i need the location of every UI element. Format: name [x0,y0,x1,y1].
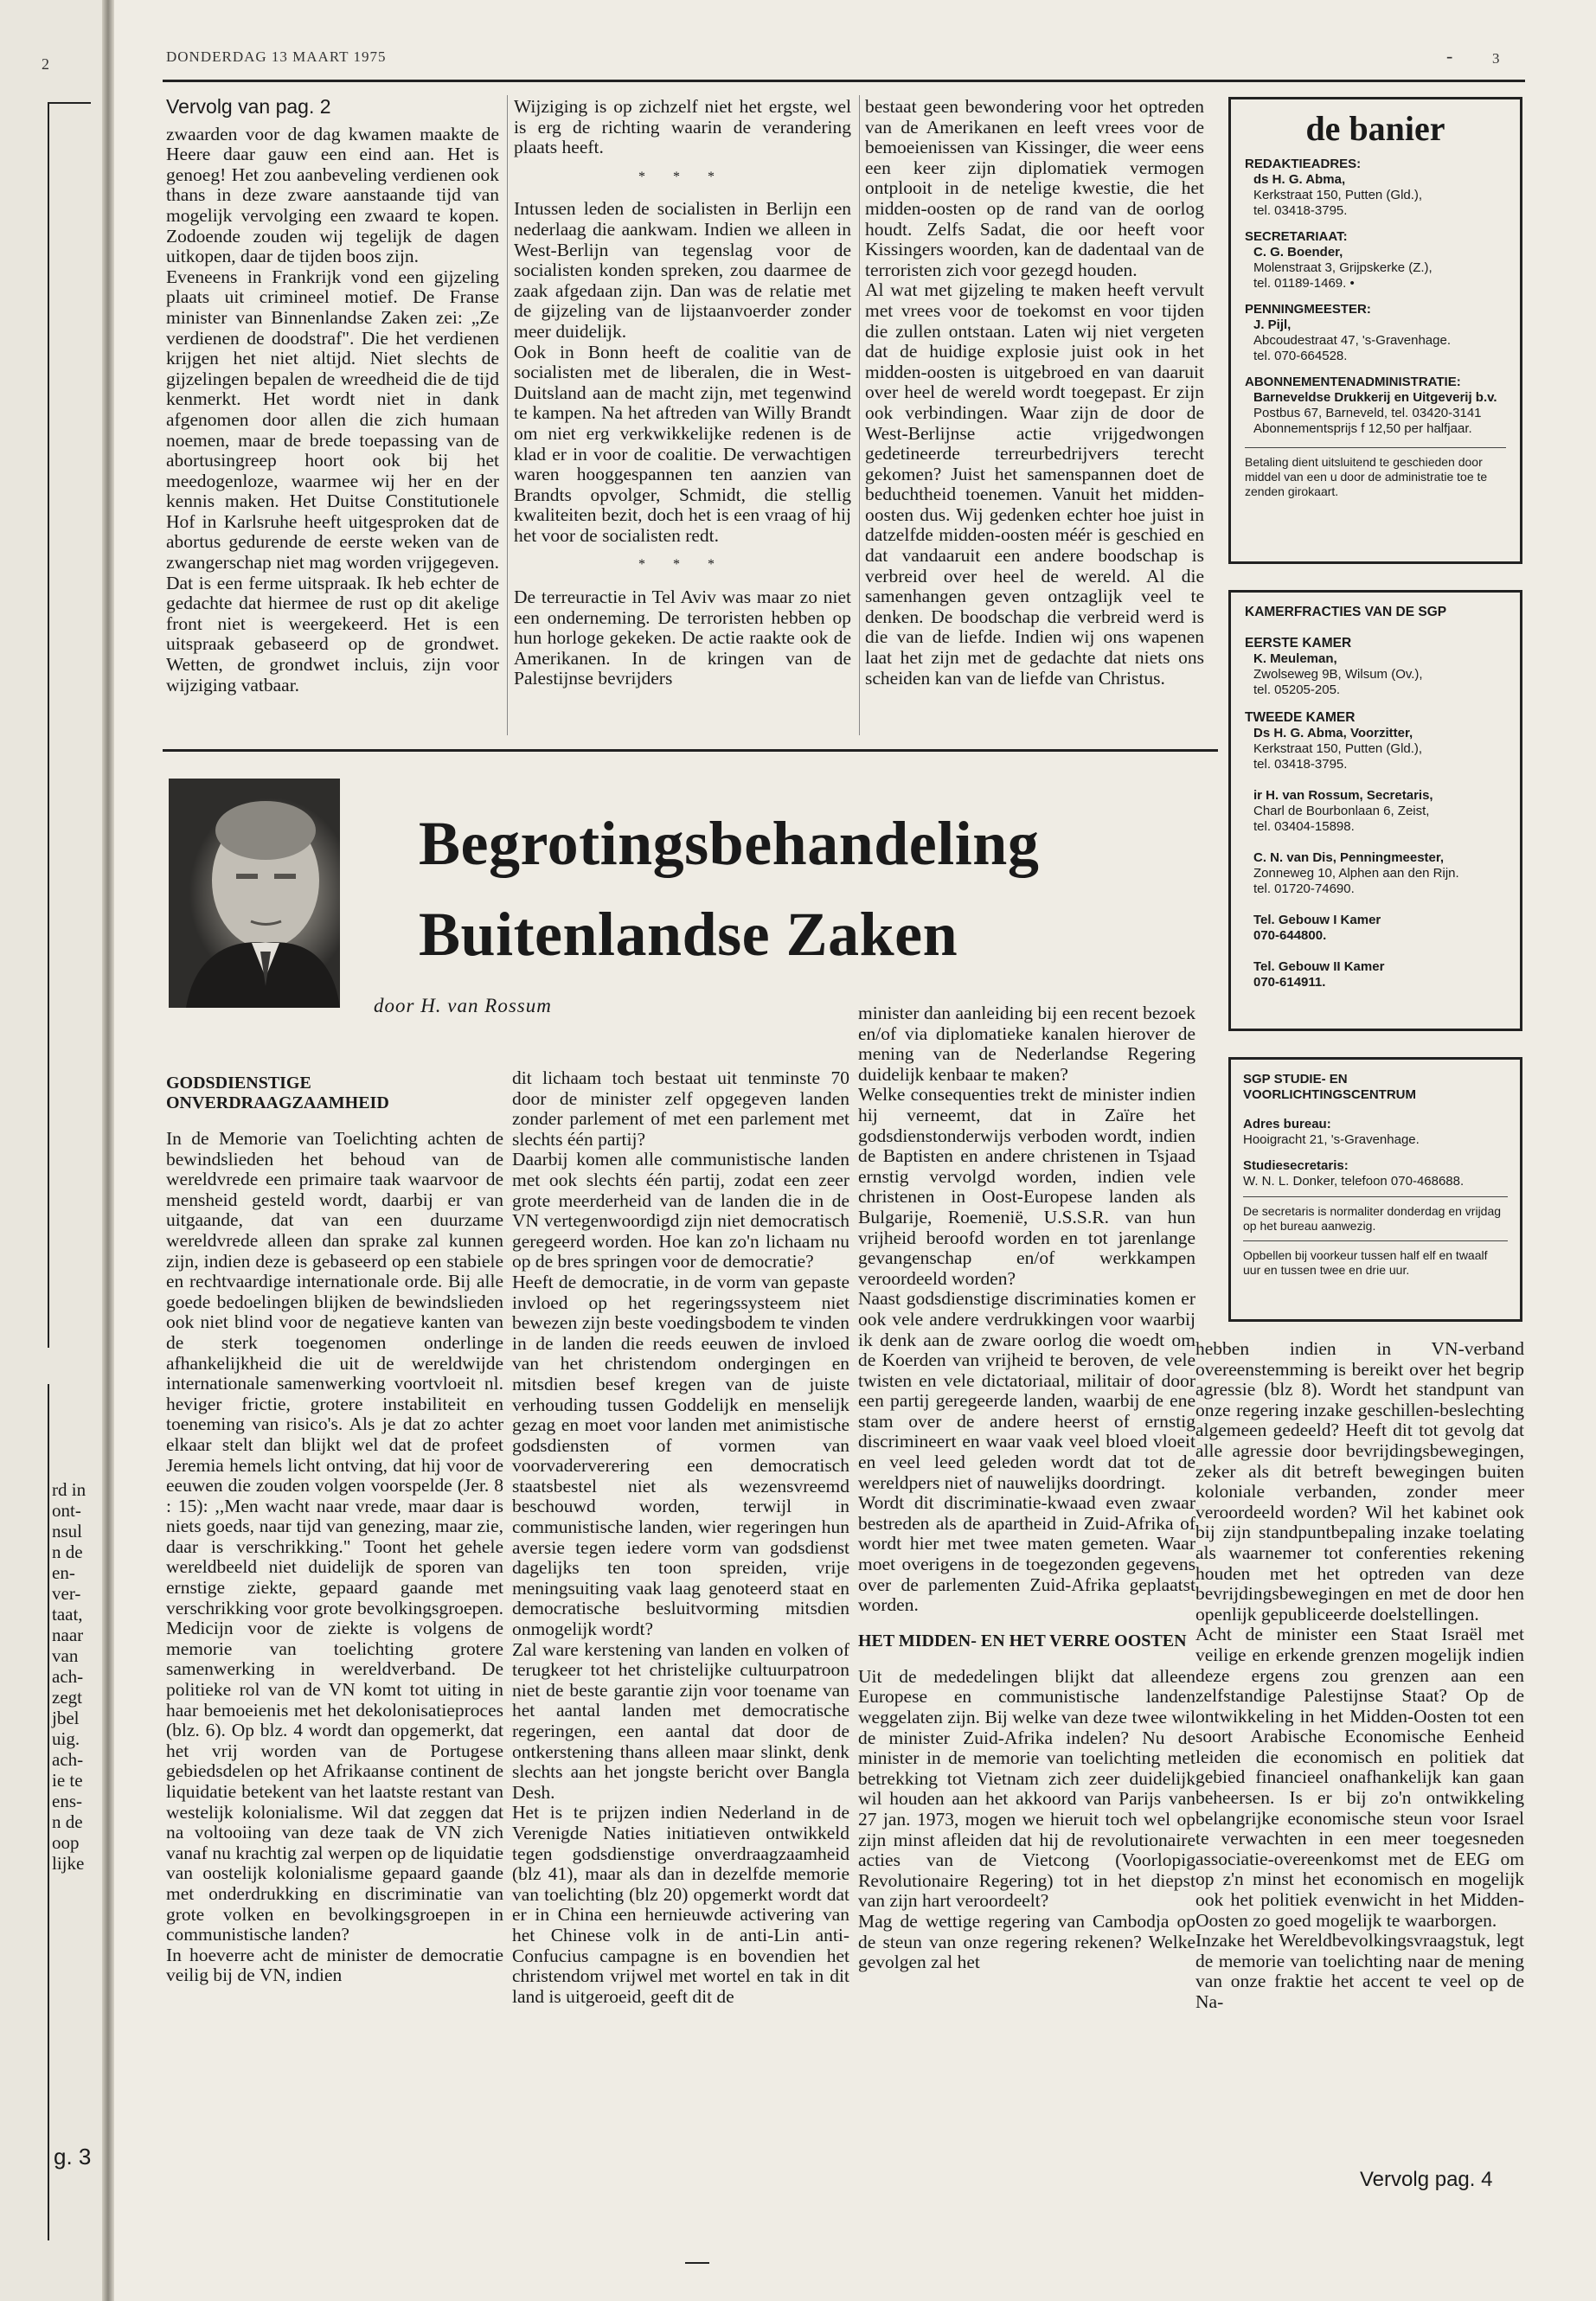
address-line: 070-644800. [1253,928,1327,943]
page-gutter [102,0,114,2301]
banier-note-rule [1245,447,1506,448]
article-byline: door H. van Rossum [374,995,552,1016]
studie-note-2: Opbellen bij voorkeur tussen half elf en twaalf uur en tussen twee en drie uur. [1243,1248,1488,1277]
subhead-godsdienstige: GODSDIENSTIGE ONVERDRAAGZAAMHEID [166,1074,389,1112]
banier-colophon-box [1228,97,1522,564]
left-page-fragment: van [52,1645,79,1666]
column-3 [865,97,1204,689]
phone-gebouw-2 [1253,959,1506,990]
left-page-footer: g. 3 [54,2144,92,2170]
column-2 [514,97,851,689]
address-line: Tel. Gebouw I Kamer [1253,913,1381,927]
header-rule [163,80,1525,82]
banier-section-line: Molenstraat 3, Grijpskerke (Z.), [1253,260,1433,275]
banier-section-line: Barneveldse Drukkerij en Uitgeverij b.v. [1253,390,1497,405]
banier-section-line: J. Pijl, [1253,317,1292,332]
banier-section-label: ABONNEMENTENADMINISTRATIE: [1245,375,1461,389]
address-line: tel. 03418-3795. [1253,757,1348,772]
running-header-page-number: 3 [1492,50,1501,67]
article-paragraph: Acht de minister een Staat Israël met veilige en erkende grenzen mogelijk indien deze ergens zou grenzen aan een zelfstandige Palestijnse Staat? Op de ontwikkeling in het Midden-Oosten tot een soort Arabische Economische Eenheid leiden die economisch en politiek dat gebied financieel onafhankelijk kan gaan beheersen. Is er bij zo'n ontwikkeling belangrijke economische steun voor Israel te verwachten in een meer toegesneden associatie-overeenkomst met de EEG om op z'n minst het economisch en mogelijk ook het politiek evenwicht in het Midden-Oosten zo goed mogelijk te waarborgen. [1195,1624,1524,1931]
column-1-paragraph: zwaarden voor de dag kwamen maakte de Heere daar gauw een eind aan. Het is genoeg! Het zou aanbeveling verdienen ook thans in deze zware aanstaande tijd van mogelijk vervolging een zwaard te kopen. Zodoende zouden wij tegelijk de dagen uitkopen, daar de tijden boos zijn. [166,123,499,267]
kamerfracties-box [1228,590,1522,1031]
banier-section-label: SECRETARIAAT: [1245,229,1348,244]
left-page-border [48,102,91,104]
article-paragraph: Inzake het Wereldbevolkingsvraagstuk, legt de memorie van toelichting naar de mening van onze fraktie het accent te veel op de Na- [1195,1930,1524,2012]
column-3-paragraph: Al wat met gijzeling te maken heeft vervult met vrees voor de toekomst en voor tijden die zullen ontstaan. Laten wij niet vergeten dat de huidige explosie juist ook in het midden-oosten is uitgebroed en van daaruit over heel de wereld wordt toegepast. Er zijn ook verbindingen. Waar zijn de door de West-Berlijnse actie vrijgedwongen gedetineerde terreurbedrijvers terecht gekomen? Juist het samenspannen doet de beduchtheid toenemen. Vanuit het midden-oosten dus. Wij gedenken echter hoe juist in datzelfde midden-oosten méér is geschied en dat vandaaruit een andere boodschap is verbreid over heel de wereld. Al die samenhangen geven ontzaglijk veel te denken. De boodschap die verbreid werd is die van de liefde. Indien wij ons wapenen laat het zijn met de gedachte dat niets ons scheiden kan van de liefde van Christus. [865,279,1204,689]
article-paragraph: minister dan aanleiding bij een recent bezoek en/of via diplomatieke kanalen hierover de mening van de Nederlandse Regering duidelijk kenbaar te maken? [858,1003,1195,1085]
article-paragraph: Mag de wettige regering van Cambodja op de steun van onze regering rekenen? Welke gevolgen zal het [858,1910,1195,1973]
article-title-line-1: Begrotingsbehandeling [419,809,1040,878]
studie-rule [1243,1196,1508,1197]
left-page-fragment: uig. [52,1728,80,1749]
address-line: tel. 03404-15898. [1253,819,1355,834]
article-paragraph: Welke consequenties trekt de minister indien hij verneemt, dat in Zaïre het godsdienstonderwijs verboden wordt, indien de Baptisten en andere christenen in Tsjaad ernstig vervolgd worden, indien vele christenen in Oost-Europese landen als Bulgarije, Roemenië, U.S.S.R. van hun vrijheid beroofd worden en tot jarenlange gevangenschap en/of werkkampen veroordeeld worden? [858,1084,1195,1289]
left-page-fragment: zegt [52,1687,82,1708]
article-separator-rule [163,749,1218,752]
address-line: Zonneweg 10, Alphen aan den Rijn. [1253,866,1459,881]
address-line: Kerkstraat 150, Putten (Gld.), [1253,741,1423,756]
studiecentrum-box [1228,1057,1522,1322]
banier-payment-note: Betaling dient uitsluitend te geschieden door middel van een u door de administratie toe te zenden girokaart. [1245,455,1488,498]
section-separator: * * * [638,169,727,184]
running-header-date: DONDERDAG 13 MAART 1975 [166,48,387,65]
address-line: tel. 05205-205. [1253,683,1341,697]
left-page-fragment: n de [52,1811,83,1832]
left-page-fragment: ont- [52,1500,81,1521]
studie-adres: Hooigracht 21, 's-Gravenhage. [1243,1132,1420,1147]
member-van-dis [1253,850,1506,897]
phone-gebouw-1 [1253,913,1506,944]
bottom-dash [685,2262,709,2264]
subhead-midden-oosten: HET MIDDEN- EN HET VERRE OOSTEN [858,1631,1187,1650]
tweede-kamer-label: TWEEDE KAMER [1245,710,1356,725]
left-page-number: 2 [42,55,49,73]
banier-section-line: C. G. Boender, [1253,245,1343,260]
section-separator: * * * [638,557,727,573]
banier-section-label: REDAKTIEADRES: [1245,157,1362,171]
studie-note-1: De secretaris is normaliter donderdag en vrijdag op het bureau aanwezig. [1243,1204,1502,1233]
article-column-b [512,1068,849,2007]
column-divider [507,95,508,735]
studie-secretaris: W. N. L. Donker, telefoon 070-468688. [1243,1174,1465,1189]
newspaper-page [114,0,1596,2301]
banier-section-line: Abcoudestraat 47, 's-Gravenhage. [1253,333,1452,348]
address-line: Charl de Bourbonlaan 6, Zeist, [1253,804,1430,818]
vervolg-label: Vervolg van pag. 2 [166,95,331,118]
banier-title: de banier [1305,109,1445,148]
article-paragraph: Wordt dit discriminatie-kwaad even zwaar bestreden als de apartheid in Zuid-Afrika of wordt hier met twee maten gemeten. Waar moet overigens in de toegezonden gegevens over de parlementen Zuid-Afrika geplaatst worden. [858,1492,1195,1616]
studie-title: SGP STUDIE- EN VOORLICHTINGSCENTRUM [1243,1072,1416,1102]
article-paragraph: Daarbij komen alle communistische landen met ook slechts één partij, zodat een zeer grote meerderheid van de landen die in de VN vertegenwoordigd zijn niet democratisch geregeerd worden. Hoe kan zo'n lichaam nu op de bres springen voor de democratie? [512,1149,849,1272]
banier-section-label: PENNINGMEESTER: [1245,302,1371,317]
left-page-column-rule [48,102,49,1348]
address-line: Tel. Gebouw II Kamer [1253,959,1385,974]
banier-sections [1245,157,1506,437]
eerste-kamer-member [1253,651,1506,698]
tweede-kamer-member [1253,726,1506,772]
banier-section-line: Kerkstraat 150, Putten (Gld.), [1253,188,1423,202]
column-3-paragraph: bestaat geen bewondering voor het optreden van de Amerikanen en leeft vrees voor de bemoeienissen van Kissinger, die weer eens een keer zijn diplomatiek vermogen ontplooit in de netelige kwestie, die het midden-oosten op de rand van de oorlog houdt. Zelfs Sadat, die oor heeft voor Kissingers woorden, kan de dadentaal van de terroristen zich voor gezegd houden. [865,96,1204,280]
address-line: 070-614911. [1253,975,1326,990]
article-paragraph: Het is te prijzen indien Nederland in de Verenigde Naties initiatieven ontwikkeld tegen godsdienstige onverdraagzaamheid (blz 41), maar als dan in dezelfde memorie van toelichting (blz 20) opgemerkt wordt dat er in China een hernieuwde activering van het Chinese volk in de anti-Lin anti-Confucius campagne is en bovendien het christendom vrijwel met wortel en tak in dit land is uitgeroeid, geeft dit de [512,1802,849,2007]
column-divider [859,95,860,735]
article-paragraph: In de Memorie van Toelichting achten de bewindslieden het behoud van de wereldvrede een primaire taak waarvoor de mensheid gesteld wordt, daarbij er van uitgaande, dat van een duurzame wereldvrede alleen dan sprake zal kunnen zijn, indien deze is gebaseerd op een stabiele en rechtvaardige internationale orde. Bij alle goede bedoelingen blijken de bewindslieden ook niet blind voor de negatieve kanten van de sterk toegenomen onderlinge afhankelijkheid die uit de wereldwijde internationale samenwerking voortvloeit nl. heviger frictie, grotere instabiliteit en toeneming van risico's. Als je dat zo achter elkaar stelt dan blijkt wel dat de profeet Jeremia hemels licht ontving, dat hij voor de eeuwen die zouden volgen voorspelde (Jer. 8 : 15): ,,Men wacht naar vrede, maar daar is niets goeds, naar tijd van genezing, maar zie, daar is verschrikking." Toont het gehele wereldbeeld niet duidelijk de sporen van ernstige ziekte, gepaard gaande met verschrikking voor grote bevolkingsgroepen. Medicijn voor de ziekte is volgens de memorie van toelichting grotere samenwerking in wereldverband. De politieke rol van de VN komt tot uiting in haar bemoeienis met het dekolonisatieproces (blz. 6). Op blz. 4 wordt dan opgemerkt, dat het vrij worden van de Portugese gebiedsdelen op het Afrikaanse continent de liquidatie betekent van het laatste restant van westelijk kolonialisme. Wil dat zeggen dat na voltooiing van deze taak de VN zich vanaf nu krachtig zal werpen op de liquidatie van oostelijk kolonialisme gepaard gaande met onderdrukking en discriminatie van grote volken en bevolkingsgroepen in communistische landen? [166,1128,503,1945]
article-paragraph: hebben indien in VN-verband overeenstemming is bereikt over het begrip agressie (blz 8). Wordt het standpunt van onze regering inzake geschillen-beslechting algemeen gedeeld? Heeft dit tot gevolg dat alle agressie door bevrijdingsbewegingen, zeker als dit betreft bewegingen buiten koloniale verbanden, zonder meer veroordeeld worden? Wil het kabinet ook bij zijn standpuntbepaling inzake toelating als waarnemer tot conferenties rekening houden met het optreden van deze bevrijdingsbewegingen en met de door hen openlijk gepubliceerde doelstellingen. [1195,1338,1524,1625]
article-title-line-2: Buitenlandse Zaken [419,900,958,969]
article-paragraph: Naast godsdienstige discriminaties komen er ook vele andere verdrukkingen voor waarbij ik denk aan de zware oorlog die woedt om de Koerden van vrijheid te beroven, de vele twisten en vele dictatoriaal, militair of door een partij geregeerde landen, waarbij de ene stam over de andere heerst of ernstig discrimineert en waar vaak veel bloed vloeit en veel leed geleden wordt dat tot de wereldpers niet of nauwelijks doordringt. [858,1288,1195,1493]
banier-section [1245,302,1506,364]
studie-secretaris-label: Studiesecretaris: [1243,1158,1349,1173]
article-paragraph: dit lichaam toch bestaat uit tenminste 70 door de minister zelf opgegeven landen zonder parlement of met een parlement met slechts één partij? [512,1067,849,1150]
column-2-paragraph: Wijziging is op zichzelf niet het ergste, wel is erg de richting waarin de verandering plaats heeft. [514,96,851,158]
article-paragraph: Heeft de democratie, in de vorm van gepaste invloed op het regeringssysteem niet bewezen zijn beste voedingsbodem te vinden in de landen die reeds eeuwen de invloed van het christendom ondergingen en mitsdien besef kregen van de juiste verhouding tussen Goddelijk en menselijk gezag en moet voor landen met animistische godsdiensten of vormen van voorvaderverering een democratisch staatsbestel niet als wezensvreemd beschouwd worden, terwijl in communistische landen, wier regeringen hun aversie tegen iedere vorm van godsdienst dagelijks ten toon spreiden, vrije meningsuiting vaak laag genoteerd staat en democratische besluitvorming mitsdien onmogelijk wordt? [512,1271,849,1640]
address-line: C. N. van Dis, Penningmeester, [1253,850,1445,865]
column-2-paragraph: Ook in Bonn heeft de coalitie van de socialisten met de liberalen, die in West-Duitsland aan de macht zijn, met tegenwind te kampen. Na het aftreden van Willy Brandt om niet erg verkwikkelijke redenen is de klad er in voor de coalitie. De verwachtigen waren hooggespannen ten aanzien van Brandts opvolger, Schmidt, die stellig kwaliteiten bezit, doch het is een vraag of hij het voor de socialisten redt. [514,341,851,546]
banier-section [1245,375,1506,437]
article-paragraph: Uit de mededelingen blijkt dat alleen Europese en communistische landen weggelaten zijn. Bij welke van deze twee wil de minister Zuid-Afrika indelen? Nu de minister in de memorie van toelichting met betrekking tot Vietnam zich zeer duidelijk wil houden aan het akkoord van Parijs van 27 jan. 1973, mogen we hieruit toch wel op zijn minst afleiden dat hij de revolutionaire acties van de Vietcong (Voorlopig Revolutionaire Regering) tot in het diepst van zijn hart veroordeelt? [858,1665,1195,1912]
kamerfracties-title: KAMERFRACTIES VAN DE SGP [1245,605,1447,619]
address-line: tel. 01720-74690. [1253,881,1355,896]
eerste-kamer-label: EERSTE KAMER [1245,636,1352,651]
banier-section-line: tel. 01189-1469. • [1253,276,1355,291]
article-column-a [166,1068,503,1986]
left-page-fragment: ens- [52,1791,82,1811]
column-2-paragraph: De terreuractie in Tel Aviv was maar zo niet een onderneming. De terroristen hebben op hun horloge gekeken. De actie raakte ook de Amerikanen. In de kringen van de Palestijnse bevrijders [514,586,851,689]
address-line: ir H. van Rossum, Secretaris, [1253,788,1433,803]
studie-adres-label: Adres bureau: [1243,1117,1331,1131]
banier-section [1245,157,1506,219]
left-page-strip [0,0,102,2301]
address-line: K. Meuleman, [1253,651,1337,666]
column-1 [166,97,499,695]
left-page-fragment: naar [52,1625,84,1645]
banier-section-line: Postbus 67, Barneveld, tel. 03420-3141 [1253,406,1482,420]
address-line: Zwolseweg 9B, Wilsum (Ov.), [1253,667,1423,682]
left-page-column-rule-lower [48,1384,49,2240]
running-header-dash: - [1446,45,1454,67]
column-1-paragraph: Eveneens in Frankrijk vond een gijzeling plaats uit crimineel motief. De Franse minister van Binnenlandse Zaken zei: „Ze verdienen de doodstraf". Die het verdienen krijgen het niet altijd. Niet slechts de gijzelingen bepalen de wreedheid die de tijd kenmerkt. Het wordt niet in dank afgenomen door allen die zich humaan noemen, maar de brede toepassing van de abortusingreep hoort ook bij het meedogenloze, waarmee wij her en der kennis maken. Het Duitse Constitutionele Hof in Karlsruhe heeft uitgesproken dat de abortus gedurende de eerste weken van de zwangerschap niet mag worden vrijgegeven. Dat is een ferme uitspraak. Ik heb echter de gedachte dat hiermee de rust op dit akelige front niet is weergekeerd. Het is een uitspraak gebaseerd op de grondwet. Wetten, de grondwet incluis, zijn voor wijziging vatbaar. [166,266,499,695]
column-2-paragraph: Intussen leden de socialisten in Berlijn een nederlaag die aankwam. Indien we alleen in West-Berlijn van tegenslag voor de socialisten konden spreken, zou daarmee de zaak afgedaan zijn. Dan was de relatie met de gijzeling van de lijstaanvoerder zonder meer duidelijk. [514,198,851,342]
banier-section-line: tel. 070-664528. [1253,349,1348,363]
banier-section-line: tel. 03418-3795. [1253,203,1348,218]
left-page-fragment: en- [52,1562,75,1583]
vervolg-pag-4: Vervolg pag. 4 [1360,2168,1493,2191]
studie-rule [1243,1240,1508,1241]
banier-section [1245,229,1506,292]
article-column-c [858,1003,1195,1973]
portrait-figure [169,779,340,1008]
left-page-fragment: jbel [52,1708,80,1728]
banier-section-line: Abonnementsprijs f 12,50 per halfjaar. [1253,421,1472,436]
left-page-fragment: ach- [52,1749,84,1770]
left-page-fragment: ach- [52,1666,84,1687]
article-column-d [1195,1339,1524,2013]
left-page-fragment: nsul [52,1521,83,1541]
left-page-fragment: taat, [52,1604,83,1625]
left-page-fragment: ie te [52,1770,83,1791]
left-page-fragment: rd in [52,1479,87,1500]
banier-section-line: ds H. G. Abma, [1253,172,1346,187]
left-page-fragment: lijke [52,1853,85,1874]
author-portrait [169,779,340,1008]
left-page-fragment: n de [52,1541,83,1562]
member-rossum [1253,788,1506,835]
article-paragraph: Zal ware kerstening van landen en volken of terugkeer tot het christelijke cultuurpatroon niet de beste garantie zijn voor toename van het aantal landen met democratische regeringen, een aantal dat door de ontkerstening thans alleen maar slinkt, denk slechts aan het jongste bericht over Bangla Desh. [512,1638,849,1803]
left-page-fragment: ver- [52,1583,81,1604]
left-page-fragment: oop [52,1832,80,1853]
left-page-text-fragments [52,1479,102,1874]
address-line: Ds H. G. Abma, Voorzitter, [1253,726,1413,740]
article-paragraph: In hoeverre acht de minister de democratie veilig bij de VN, indien [166,1944,503,1986]
